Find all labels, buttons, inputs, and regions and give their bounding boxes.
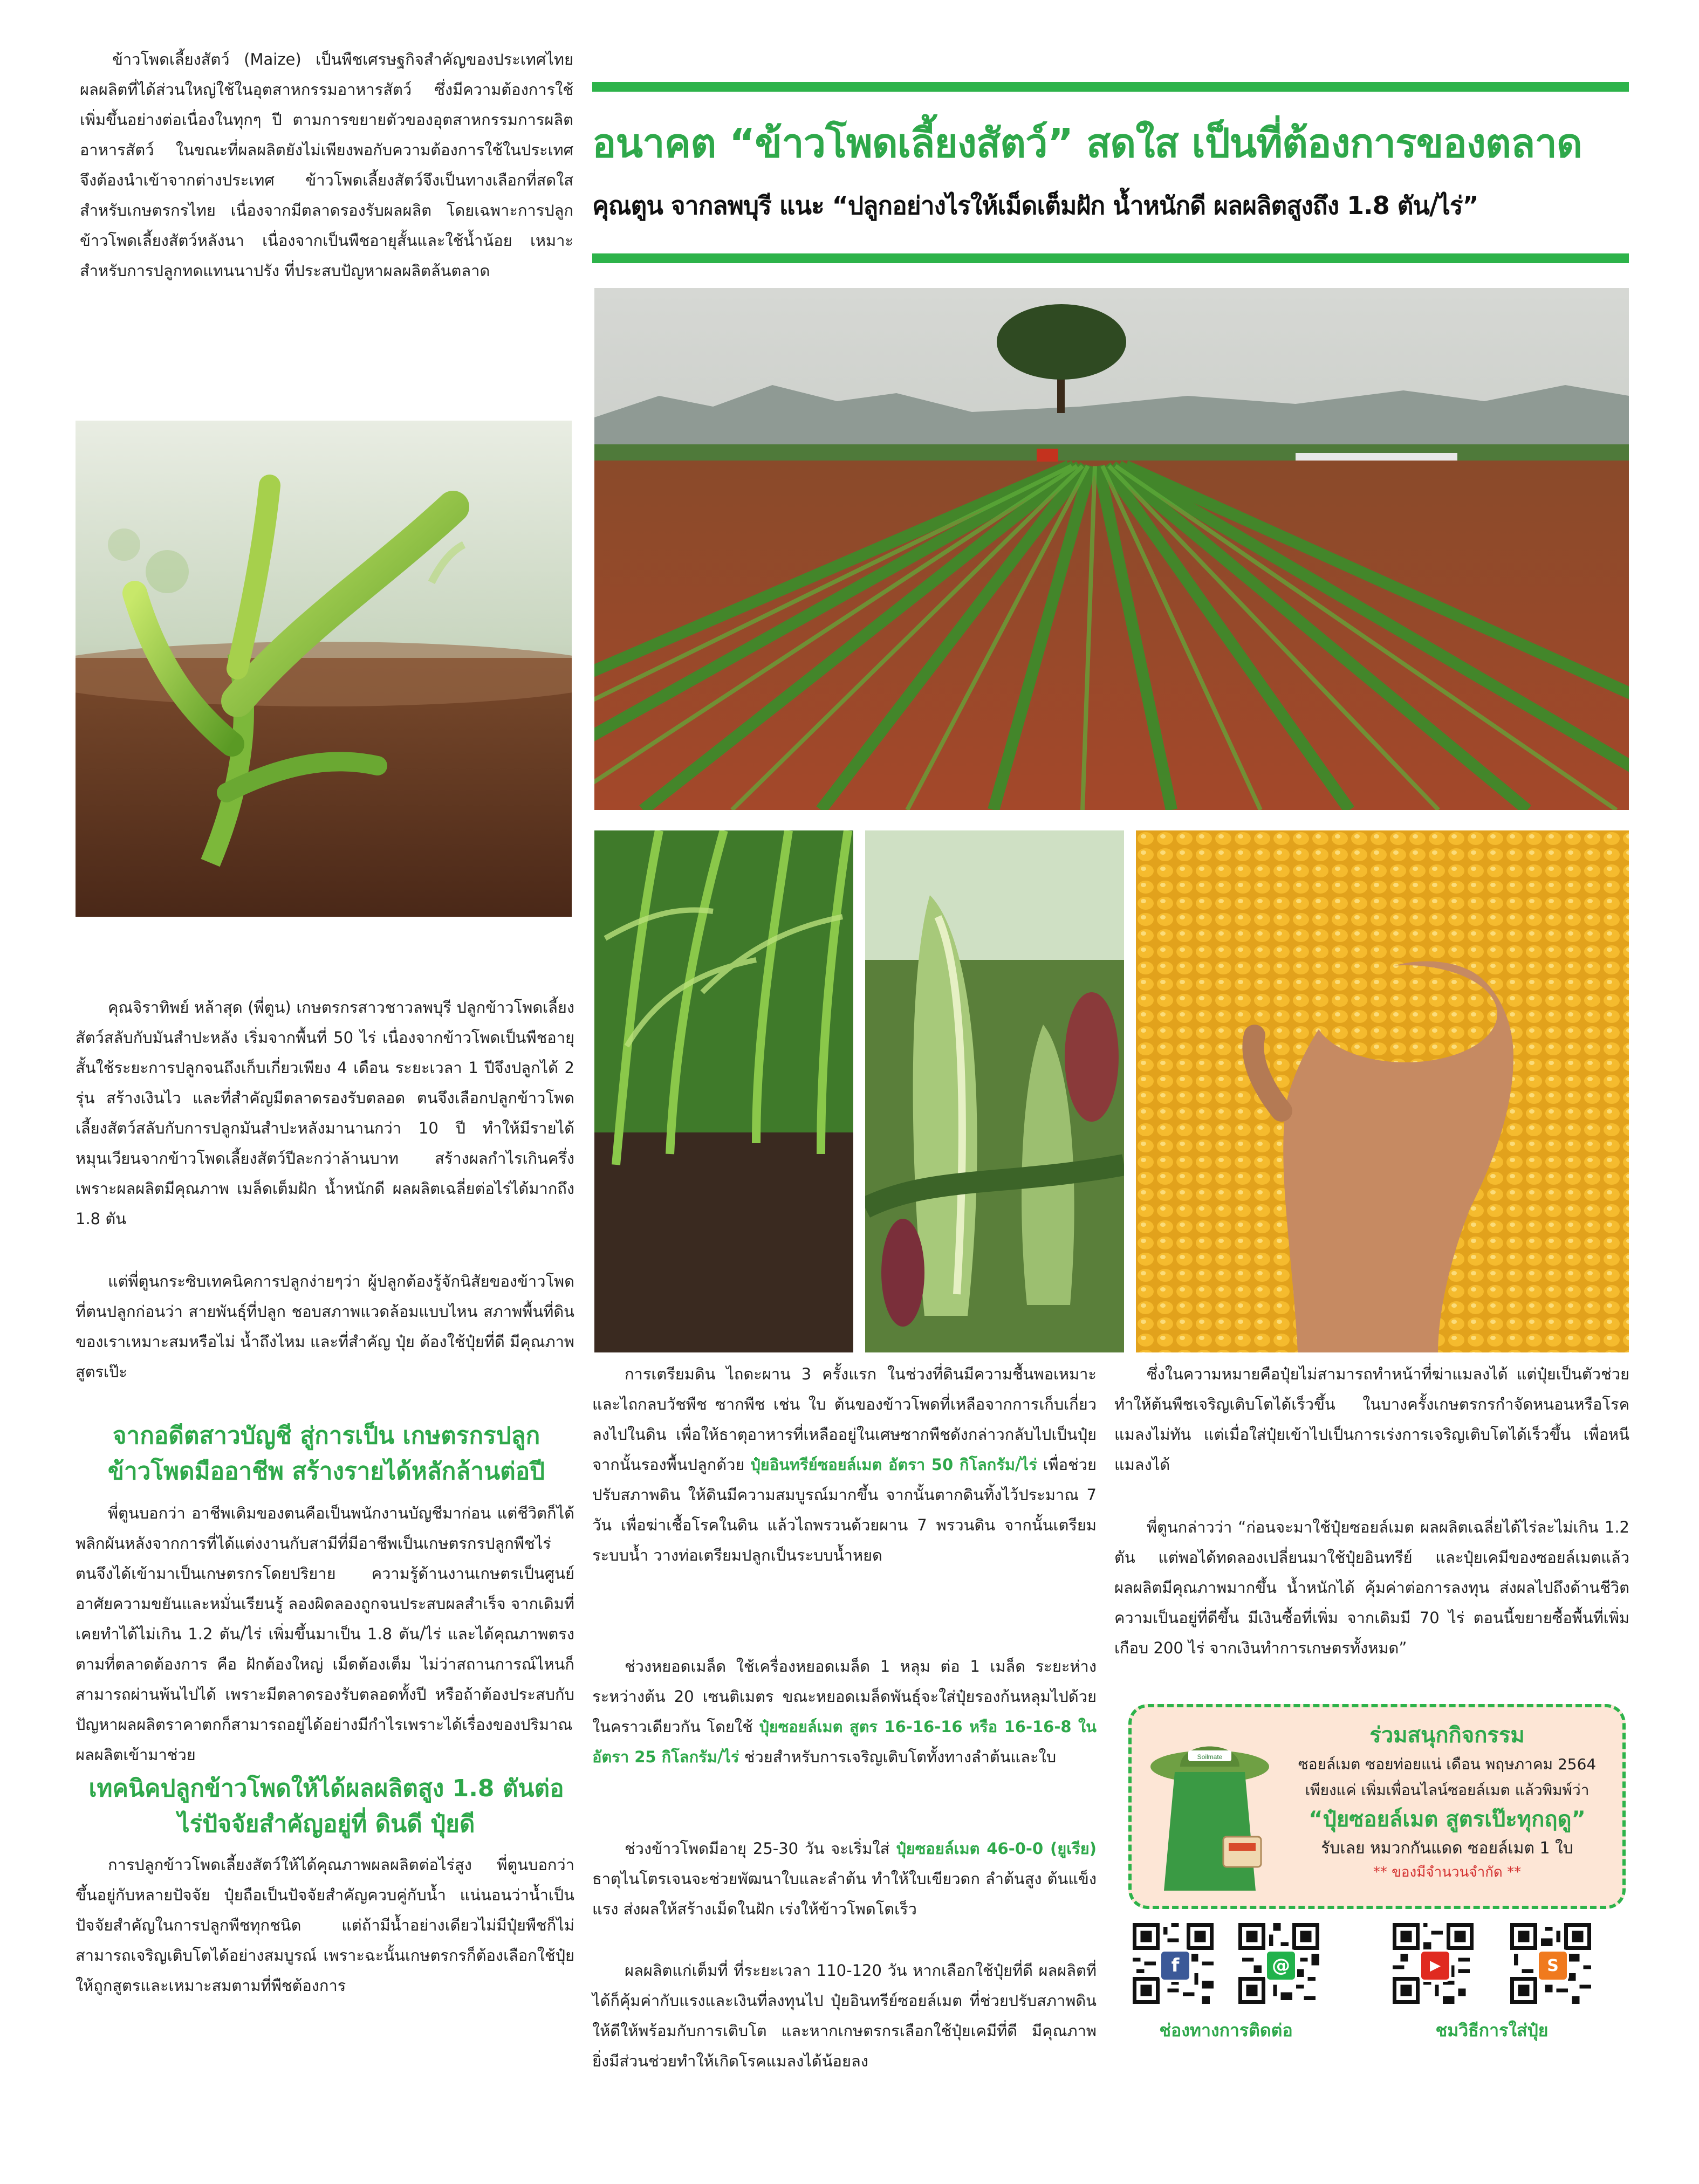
promo-line-2: เพียงแค่ เพิ่มเพื่อนไลน์ซอยล์เมต แล้วพิมพ์ว่า [1305, 1781, 1590, 1799]
farmer-mascot-icon [1148, 1729, 1272, 1901]
page-subtitle: คุณตูน จากลพบุรี แนะ “ปลูกอย่างไรให้เม็ดเต็มฝัก น้ำหนักดี ผลผลิตสูงถึง 1.8 ตัน/ไร่” [592, 191, 1478, 220]
intro-paragraph: ข้าวโพดเลี้ยงสัตว์ (Maize) เป็นพืชเศรษฐกิจสำคัญของประเทศไทย ผลผลิตที่ได้ส่วนใหญ่ใช้ในอุตสาหกรรมอาหารสัตว์ ซึ่งมีความต้องการใช้เพิ่มขึ้นอย่างต่อเนื่องในทุกๆ ปี ตามการขยายตัวของอุตสาหกรรมการผลิตอาหารสัตว์ ในขณะที่ผลผลิตยังไม่เพียงพอกับความต้องการใช้ในประเทศ จึงต้องนำเข้าจากต่างประเทศ ข้าวโพดเลี้ยงสัตว์จึงเป็นทางเลือกที่สดใสสำหรับเกษตรกรไทย เนื่องจากมีตลาดรองรับผลผลิต โดยเฉพาะการปลูกข้าวโพดเลี้ยงสัตว์หลังนา เนื่องจากเป็นพืชอายุสั้นและใช้น้ำน้อย เหมาะสำหรับการปลูกทดแทนนาปรัง ที่ประสบปัญหาผลผลิตล้นตลาด [80, 50, 573, 280]
promo-line-1: ซอยล์เมต ซอยท่อยแน่ เดือน พฤษภาคม 2564 [1298, 1755, 1597, 1773]
corn-cobs-on-stalk-photo [865, 830, 1124, 1352]
corn-seedling-photo [76, 421, 572, 917]
harvest-paragraph: ผลผลิตแก่เต็มที่ ที่ระยะเวลา 110-120 วัน หากเลือกใช้ปุ๋ยที่ดี ผลผลิตที่ได้ก็คุ้มค่ากับแรงและเงินที่ลงทุนไป ปุ๋ยอินทรีย์ซอยล์เมต ที่ช่วยปรับสภาพดินให้ดีให้พร้อมกับการเติบโต และหากเกษตรกรเลือกใช้ปุ๋ยเคมีที่ดี มีคุณภาพ ยิ่งมีส่วนช่วยทำให้เกิดโรคแมลงได้น้อยลง [592, 1961, 1097, 2070]
story-paragraph-3: พี่ตูนบอกว่า อาชีพเดิมของตนคือเป็นพนักงานบัญชีมาก่อน แต่ชีวิตก็ได้พลิกผันหลังจากการที่ได้แต่งงานกับสามีที่มีอาชีพเป็นเกษตรกรปลูกพืชไร่ ตนจึงได้เข้ามาเป็นเกษตรกรโดยปริยาย ความรู้ด้านงานเกษตรเป็นศูนย์ อาศัยความขยันและหมั่นเรียนรู้ ลองผิดลองถูกจนประสบผลสำเร็จ จากเดิมที่เคยทำได้ไม่เกิน 1.2 ตัน/ไร่ เพิ่มขึ้นมาเป็น 1.8 ตัน/ไร่ และได้คุณภาพตรงตามที่ตลาดต้องการ คือ ฝักต้องใหญ่ เม็ดต้องเต็ม ไม่ว่าสถานการณ์ไหนก็สามารถผ่านพ้นไปได้ เพราะมีตลาดรองรับตลอดทั้งปี หรือถ้าต้องประสบกับปัญหาผลผลิตราคาตกก็สามารถอยู่ได้อย่างมีกำไรเพราะได้เรื่องของปริมาณผลผลิตเข้ามาช่วย [76, 1504, 574, 1764]
subheading-career: จากอดีตสาวบัญชี สู่การเป็น เกษตรกรปลูกข้าวโพดมืออาชีพ สร้างรายได้หลักล้านต่อปี [107, 1422, 545, 1485]
fertilizer-highlight-16-16-16: ปุ๋ยซอยล์เมต สูตร 16-16-16 หรือ 16-16-8 ในอัตรา 25 กิโลกรัม/ไร่ [592, 1718, 1097, 1766]
promo-note: ** ของมีจำนวนจำกัด ** [1373, 1864, 1522, 1880]
promo-slogan: “ปุ๋ยซอยล์เมต สูตรเป๊ะทุกฤดู” [1308, 1807, 1586, 1832]
line-qr-code[interactable] [1238, 1923, 1319, 2004]
subheading-technique: เทคนิคปลูกข้าวโพดให้ได้ผลผลิตสูง 1.8 ตันต่อไร่ปัจจัยสำคัญอยู่ที่ ดินดี ปุ๋ยดี [88, 1775, 564, 1838]
promo-line-3: รับเลย หมวกกันแดด ซอยล์เมต 1 ใบ [1321, 1839, 1573, 1858]
contact-label: ช่องทางการติดต่อ [1159, 2020, 1293, 2041]
header-top-rule [592, 82, 1629, 92]
line-icon: @ [1265, 1949, 1297, 1982]
header-bottom-rule [592, 253, 1629, 263]
corn-field-photo [594, 288, 1629, 810]
fertilizer-highlight-urea: ปุ๋ยซอยล์เมต 46-0-0 (ยูเรีย) [896, 1839, 1097, 1858]
promo-text [1277, 1719, 1617, 1883]
page-title: อนาคต “ข้าวโพดเลี้ยงสัตว์” สดใส เป็นที่ต้องการของตลาด [592, 120, 1582, 167]
pest-paragraph: ซึ่งในความหมายคือปุ๋ยไม่สามารถทำหน้าที่ฆ่าแมลงได้ แต่ปุ๋ยเป็นตัวช่วยทำให้ต้นพืชเจริญเติบโตได้เร็วขึ้น ในบางครั้งเกษตรกรกำจัดหนอนหรือโรคแมลงไม่ทัน แต่เมื่อใส่ปุ๋ยเข้าไปเป็นการเร่งการเจริญเติบโตได้เร็วขึ้น เพื่อหนีแมลงได้ [1114, 1365, 1629, 1474]
youtube-icon: ▶ [1419, 1949, 1451, 1982]
mascot-hat-label: Soilmate [1197, 1753, 1223, 1761]
growth-paragraph: ช่วงข้าวโพดมีอายุ 25-30 วัน จะเริ่มใส่ ปุ๋ยซอยล์เมต 46-0-0 (ยูเรีย) ธาตุไนโตรเจนจะช่วยพัฒนาใบและลำต้น ทำให้ใบเขียวดก ลำต้นสูง ต้นแข็งแรง ส่งผลให้สร้างเม็ดในฝัก เร่งให้ข้าวโพดโตเร็ว [592, 1839, 1097, 1918]
corn-plants-soil-photo [594, 830, 853, 1352]
story-paragraph-1: คุณจิราทิพย์ หล้าสุด (พี่ตูน) เกษตรกรสาวชาวลพบุรี ปลูกข้าวโพดเลี้ยงสัตว์สลับกับมันสำปะหลัง เริ่มจากพื้นที่ 50 ไร่ เนื่องจากข้าวโพดเป็นพืชอายุสั้นใช้ระยะการปลูกจนถึงเก็บเกี่ยวเพียง 4 เดือน ระยะเวลา 1 ปีจึงปลูกได้ 2 รุ่น สร้างเงินไว และที่สำคัญมีตลาดรองรับตลอด ตนจึงเลือกปลูกข้าวโพดเลี้ยงสัตว์สลับกับการปลูกมันสำปะหลังมานานกว่า 10 ปี ทำให้มีรายได้หมุนเวียนจากข้าวโพดเลี้ยงสัตว์ปีละกว่าล้านบาท สร้างผลกำไรเกินครึ่ง เพราะผลผลิตมีคุณภาพ เมล็ดเต็มฝัก น้ำหนักดี ผลผลิตเฉลี่ยต่อไร่ได้มากถึง 1.8 ตัน [76, 998, 574, 1228]
facebook-icon: f [1159, 1949, 1191, 1982]
promo-box [1128, 1704, 1626, 1909]
prep-soil-paragraph: การเตรียมดิน ไถดะผาน 3 ครั้งแรก ในช่วงที่ดินมีความชื้นพอเหมาะและไถกลบวัชพืช ซากพืช เช่น ใบ ต้นของข้าวโพดที่เหลือจากการเก็บเกี่ยวลงไปในดิน เพื่อให้ธาตุอาหารที่เหลืออยู่ในเศษซากพืชดังกล่าวกลับไปเป็นปุ๋ย จากนั้นรองพื้นปลูกด้วย ปุ๋ยอินทรีย์ซอยล์เมต อัตรา 50 กิโลกรัม/ไร่ เพื่อช่วยปรับสภาพดิน ให้ดินมีความสมบูรณ์มากขึ้น จากนั้นตากดินทิ้งไว้ประมาณ 7 วัน เพื่อฆ่าเชื้อโรคในดิน แล้วไถพรวนด้วยผาน 7 พรวนดิน จากนั้นเตรียมระบบน้ำ วางท่อเตรียมปลูกเป็นระบบน้ำหยด [592, 1365, 1097, 1564]
fertilizer-highlight-organic: ปุ๋ยอินทรีย์ซอยล์เมต อัตรา 50 กิโลกรัม/ไร่ [750, 1455, 1037, 1474]
promo-title: ร่วมสนุกกิจกรรม [1369, 1723, 1525, 1748]
story-paragraph-4: การปลูกข้าวโพดเลี้ยงสัตว์ให้ได้คุณภาพผลผลิตต่อไร่สูง พี่ตูนบอกว่า ขึ้นอยู่กับหลายปัจจัย ปุ๋ยถือเป็นปัจจัยสำคัญควบคู่กับน้ำ แน่นอนว่าน้ำเป็นปัจจัยสำคัญในการปลูกพืชทุกชนิด แต่ถ้ามีน้ำอย่างเดียวไม่มีปุ๋ยพืชก็ไม่สามารถเจริญเติบโตได้อย่างสมบูรณ์ เพราะฉะนั้นเกษตรกรก็ต้องเลือกใช้ปุ๋ยให้ถูกสูตรและเหมาะสมตามที่พืชต้องการ [76, 1856, 574, 1995]
soilmate-web-icon: S [1537, 1949, 1569, 1982]
website-qr-code[interactable] [1510, 1923, 1591, 2004]
youtube-qr-code[interactable] [1393, 1923, 1474, 2004]
howto-label: ชมวิธีการใส่ปุ๋ย [1435, 2020, 1549, 2041]
planting-paragraph: ช่วงหยอดเมล็ด ใช้เครื่องหยอดเมล็ด 1 หลุม ต่อ 1 เมล็ด ระยะห่างระหว่างต้น 20 เซนติเมตร ขณะหยอดเมล็ดพันธุ์จะใส่ปุ๋ยรองก้นหลุมไปด้วยในคราวเดียวกัน โดยใช้ ปุ๋ยซอยล์เมต สูตร 16-16-16 หรือ 16-16-8 ในอัตรา 25 กิโลกรัม/ไร่ ช่วยสำหรับการเจริญเติบโตทั้งทางลำต้นและใบ [592, 1657, 1097, 1766]
corn-kernels-hand-photo [1136, 830, 1629, 1352]
facebook-qr-code[interactable] [1133, 1923, 1214, 2004]
testimonial-paragraph: พี่ตูนกล่าวว่า “ก่อนจะมาใช้ปุ๋ยซอยล์เมต ผลผลิตเฉลี่ยได้ไร่ละไม่เกิน 1.2 ตัน แต่พอได้ทดลองเปลี่ยนมาใช้ปุ๋ยอินทรีย์ และปุ๋ยเคมีของซอยล์เมตแล้ว ผลผลิตมีคุณภาพมากขึ้น น้ำหนักได้ คุ้มค่าต่อการลงทุน ส่งผลไปถึงด้านชีวิตความเป็นอยู่ที่ดีขึ้น มีเงินซื้อที่เพิ่ม จากเดิมมี 70 ไร่ ตอนนี้ขยายซื้อพื้นที่เพิ่มเกือบ 200 ไร่ จากเงินทำการเกษตรทั้งหมด” [1114, 1518, 1629, 1657]
story-paragraph-2: แต่พี่ตูนกระซิบเทคนิคการปลูกง่ายๆว่า ผู้ปลูกต้องรู้จักนิสัยของข้าวโพดที่ตนปลูกก่อนว่า สายพันธุ์ที่ปลูก ชอบสภาพแวดล้อมแบบไหน สภาพพื้นที่ดินของเราเหมาะสมหรือไม่ น้ำถึงไหม และที่สำคัญ ปุ๋ย ต้องใช้ปุ๋ยที่ดี มีคุณภาพ สูตรเป๊ะ [76, 1272, 574, 1381]
